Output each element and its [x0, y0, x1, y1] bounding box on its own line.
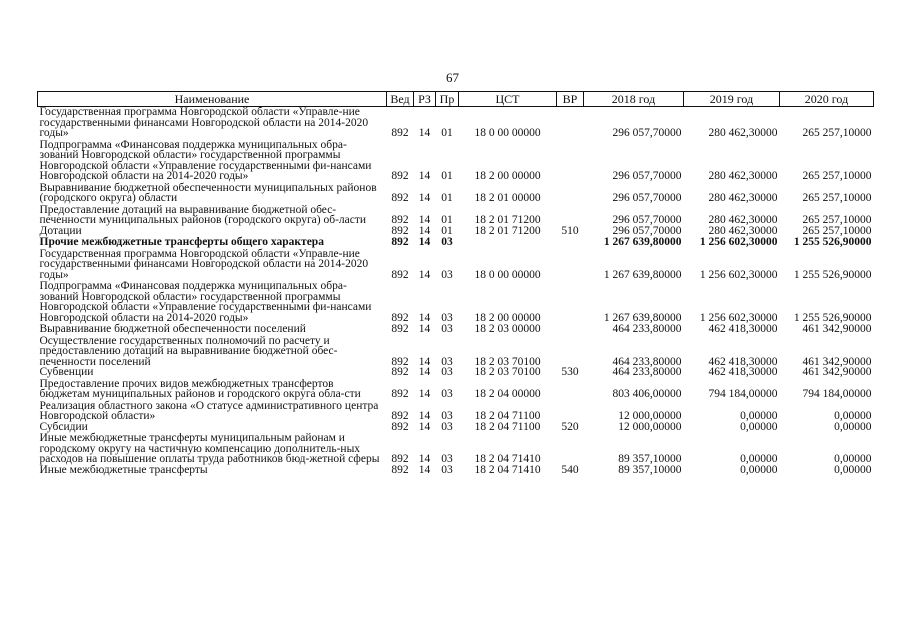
- cell-cst: 18 2 03 70100: [474, 355, 541, 368]
- cell-rz: 14: [418, 170, 431, 182]
- cell-rz: 14: [418, 366, 431, 378]
- cell-2019: 0,00000: [740, 463, 778, 476]
- cell-ved: 892: [391, 311, 409, 324]
- page-number: 67: [446, 70, 459, 85]
- cell-pr: 03: [441, 236, 453, 248]
- table-row: [38, 182, 874, 204]
- cell-cst: 18 0 00 00000: [474, 268, 541, 281]
- cell-name: Государственная программа Новгородской области «Управле-ние государственными финансами Новгородской области на 2014-2020 годы»: [39, 106, 369, 139]
- cell-cst: 18 2 04 00000: [474, 388, 541, 400]
- cell-vr: [557, 139, 584, 182]
- cell-2018: 89 357,10000: [618, 463, 682, 476]
- cell-name: Иные межбюджетные трансферты: [39, 463, 208, 476]
- cell-pr: 01: [441, 170, 453, 182]
- cell-2019: 280 462,30000: [708, 214, 778, 226]
- cell-2019: 280 462,30000: [708, 192, 778, 204]
- cell-vr: [557, 204, 584, 226]
- cell-ved: 892: [391, 268, 409, 281]
- cell-ved: 892: [391, 323, 409, 335]
- cell-ved: 892: [391, 420, 409, 433]
- cell-vr: [557, 335, 584, 368]
- table-row: [38, 323, 874, 335]
- cell-2020: 1 255 526,90000: [793, 268, 872, 281]
- cell-rz: 14: [418, 224, 431, 237]
- cell-pr: 03: [441, 323, 453, 335]
- cell-rz: 14: [418, 388, 431, 400]
- cell-2020: 265 257,10000: [802, 170, 872, 182]
- cell-2018: 296 057,70000: [612, 127, 682, 139]
- cell-2020: 461 342,90000: [802, 323, 872, 335]
- cell-pr: 03: [441, 268, 453, 281]
- cell-vr: 540: [561, 463, 579, 476]
- cell-2019: 462 418,30000: [708, 323, 778, 335]
- cell-ved: 892: [391, 236, 409, 248]
- table-row: [38, 139, 874, 182]
- cell-rz: 14: [418, 323, 431, 335]
- cell-cst: 18 2 00 00000: [474, 170, 541, 182]
- cell-ved: 892: [391, 388, 409, 400]
- table-row: [38, 422, 874, 433]
- cell-cst: 18 2 01 71200: [474, 224, 541, 237]
- cell-vr: 520: [561, 420, 579, 433]
- cell-ved: 892: [391, 453, 409, 465]
- cell-ved: 892: [391, 127, 409, 139]
- cell-ved: 892: [391, 224, 409, 237]
- cell-name: Осуществление государственных полномочий по расчету и предоставлению дотаций на выравнивание бюджетной обес-печенности поселений: [39, 334, 338, 368]
- cell-2020: 794 184,00000: [802, 388, 872, 400]
- cell-2018: 296 057,70000: [612, 192, 682, 204]
- header-pr: Пр: [436, 92, 459, 107]
- cell-2020: 265 257,10000: [802, 192, 872, 204]
- cell-2020: 461 342,90000: [802, 366, 872, 378]
- cell-cst: 18 2 03 70100: [474, 366, 541, 378]
- cell-ved: 892: [391, 463, 409, 476]
- header-2020: 2020 год: [780, 92, 874, 107]
- cell-vr: [557, 400, 584, 422]
- budget-table: [37, 91, 874, 475]
- cell-cst: [459, 236, 557, 248]
- cell-2018: 1 267 639,80000: [603, 268, 682, 281]
- cell-pr: 03: [441, 355, 453, 368]
- table-header-row: [38, 92, 874, 107]
- cell-name: Подпрограмма «Финансовая поддержка муниципальных обра-зований Новгородской области» государственной программы Новгородской области «Управление государственными фи-нансами Новгородской области на 2014-2020 годы»: [39, 280, 372, 324]
- cell-rz: 14: [418, 236, 431, 248]
- cell-2019: 462 418,30000: [708, 366, 778, 378]
- header-vr: ВР: [557, 92, 584, 107]
- cell-2018: 296 057,70000: [612, 214, 682, 226]
- cell-vr: [557, 378, 584, 400]
- cell-vr: 530: [561, 366, 579, 378]
- cell-name: Иные межбюджетные трансферты муниципальным районам и городскому округу на частичную компенсацию дополнитель-ных расходов на повышение оплаты труда работников бюд-жетной сферы: [39, 432, 380, 465]
- cell-name: Государственная программа Новгородской области «Управле-ние государственными финансами Новгородской области на 2014-2020 годы»: [39, 247, 369, 281]
- cell-name: Предоставление дотаций на выравнивание бюджетной обес-печенности муниципальных районов (городского округа) об-ласти: [39, 203, 367, 226]
- cell-2018: 464 233,80000: [612, 323, 682, 335]
- cell-2018: 1 267 639,80000: [603, 311, 682, 324]
- cell-name: Субсидии: [39, 420, 88, 433]
- table-row: [38, 248, 874, 281]
- cell-pr: 03: [441, 463, 453, 476]
- cell-vr: [557, 182, 584, 204]
- cell-cst: 18 2 04 71410: [474, 453, 541, 465]
- cell-cst: 18 2 00 00000: [474, 311, 541, 324]
- cell-vr: [557, 432, 584, 465]
- cell-pr: 03: [441, 366, 453, 378]
- cell-2019: 462 418,30000: [708, 355, 778, 368]
- cell-2019: 0,00000: [740, 410, 778, 422]
- cell-pr: 03: [441, 410, 453, 422]
- cell-ved: 892: [391, 366, 409, 378]
- table-row: [38, 226, 874, 237]
- header-rz: РЗ: [414, 92, 436, 107]
- cell-name: Выравнивание бюджетной обеспеченности муниципальных районов (городского округа) области: [39, 181, 377, 204]
- cell-name: Выравнивание бюджетной обеспеченности поселений: [39, 323, 306, 335]
- cell-2019: 0,00000: [740, 420, 778, 433]
- cell-2018: 296 057,70000: [612, 224, 682, 237]
- cell-name: Прочие межбюджетные трансферты общего характера: [39, 236, 324, 248]
- cell-2019: 1 256 602,30000: [699, 268, 778, 281]
- cell-vr: [557, 248, 584, 281]
- cell-rz: 14: [418, 214, 431, 226]
- header-2018: 2018 год: [584, 92, 684, 107]
- cell-2020: 0,00000: [834, 463, 872, 476]
- header-cst: ЦСТ: [459, 92, 557, 107]
- cell-cst: 18 2 04 71100: [474, 420, 541, 433]
- cell-cst: 18 2 04 71100: [474, 410, 541, 422]
- cell-name: Дотации: [39, 224, 82, 237]
- cell-ved: 892: [391, 214, 409, 226]
- cell-ved: 892: [391, 410, 409, 422]
- cell-2018: 803 406,00000: [612, 388, 682, 400]
- cell-ved: 892: [391, 355, 409, 368]
- cell-cst: 18 2 04 71410: [474, 463, 541, 476]
- cell-rz: 14: [418, 192, 431, 204]
- cell-2019: 280 462,30000: [708, 127, 778, 139]
- table-row: [38, 204, 874, 226]
- cell-2019: 1 256 602,30000: [699, 311, 778, 324]
- cell-2020: 265 257,10000: [802, 127, 872, 139]
- cell-2020: 265 257,10000: [802, 224, 872, 237]
- cell-2019: 794 184,00000: [708, 388, 778, 400]
- cell-2019: 0,00000: [740, 453, 778, 465]
- cell-2018: 1 267 639,80000: [603, 236, 682, 248]
- cell-pr: 03: [441, 420, 453, 433]
- cell-cst: 18 2 03 00000: [474, 323, 541, 335]
- cell-pr: 01: [441, 224, 453, 237]
- cell-name: Предоставление прочих видов межбюджетных трансфертов бюджетам муниципальных районов и городского округа обла-сти: [39, 377, 361, 400]
- cell-cst: 18 2 01 00000: [474, 192, 541, 204]
- cell-ved: 892: [391, 192, 409, 204]
- cell-name: Реализация областного закона «О статусе административного центра Новгородской области»: [39, 399, 379, 422]
- cell-pr: 01: [441, 127, 453, 139]
- cell-cst: 18 2 01 71200: [474, 214, 541, 226]
- cell-2018: 12 000,00000: [618, 410, 682, 422]
- header-2019: 2019 год: [684, 92, 780, 107]
- cell-rz: 14: [418, 453, 431, 465]
- cell-rz: 14: [418, 463, 431, 476]
- table-row: [38, 280, 874, 323]
- cell-rz: 14: [418, 311, 431, 324]
- cell-pr: 03: [441, 311, 453, 324]
- cell-2020: 0,00000: [834, 410, 872, 422]
- cell-name: Подпрограмма «Финансовая поддержка муниципальных обра-зований Новгородской области» государственной программы Новгородской области «Управление государственными фи-нансами Новгородской области на 2014-2020 годы»: [39, 138, 372, 182]
- cell-2019: 1 256 602,30000: [699, 236, 778, 248]
- table-row: [38, 400, 874, 422]
- cell-2020: 1 255 526,90000: [793, 311, 872, 324]
- cell-vr: [557, 236, 584, 248]
- cell-pr: 03: [441, 453, 453, 465]
- cell-2020: 0,00000: [834, 420, 872, 433]
- cell-pr: 01: [441, 214, 453, 226]
- table-row: [38, 432, 874, 465]
- cell-2018: 89 357,10000: [618, 453, 682, 465]
- cell-rz: 14: [418, 268, 431, 281]
- cell-2020: 0,00000: [834, 453, 872, 465]
- cell-2020: 461 342,90000: [802, 355, 872, 368]
- table-row: [38, 335, 874, 368]
- table-row: [38, 236, 874, 248]
- cell-2018: 12 000,00000: [618, 420, 682, 433]
- cell-2018: 464 233,80000: [612, 366, 682, 378]
- header-ved: Вед: [387, 92, 414, 107]
- cell-pr: 01: [441, 192, 453, 204]
- cell-pr: 03: [441, 388, 453, 400]
- cell-vr: 510: [561, 224, 579, 237]
- cell-2019: 280 462,30000: [708, 170, 778, 182]
- cell-2018: 296 057,70000: [612, 170, 682, 182]
- cell-vr: [557, 107, 584, 139]
- cell-vr: [557, 280, 584, 323]
- cell-ved: 892: [391, 170, 409, 182]
- table-row: [38, 378, 874, 400]
- table-row: [38, 107, 874, 139]
- cell-rz: 14: [418, 420, 431, 433]
- cell-vr: [557, 323, 584, 335]
- header-name: Наименование: [38, 92, 387, 107]
- cell-cst: 18 0 00 00000: [474, 127, 541, 139]
- table-row: [38, 367, 874, 378]
- cell-rz: 14: [418, 410, 431, 422]
- table-row: [38, 465, 874, 476]
- cell-2020: 265 257,10000: [802, 214, 872, 226]
- cell-2018: 464 233,80000: [612, 355, 682, 368]
- cell-name: Субвенции: [39, 366, 94, 378]
- cell-rz: 14: [418, 355, 431, 368]
- cell-2020: 1 255 526,90000: [793, 236, 872, 248]
- cell-2019: 280 462,30000: [708, 224, 778, 237]
- cell-rz: 14: [418, 127, 431, 139]
